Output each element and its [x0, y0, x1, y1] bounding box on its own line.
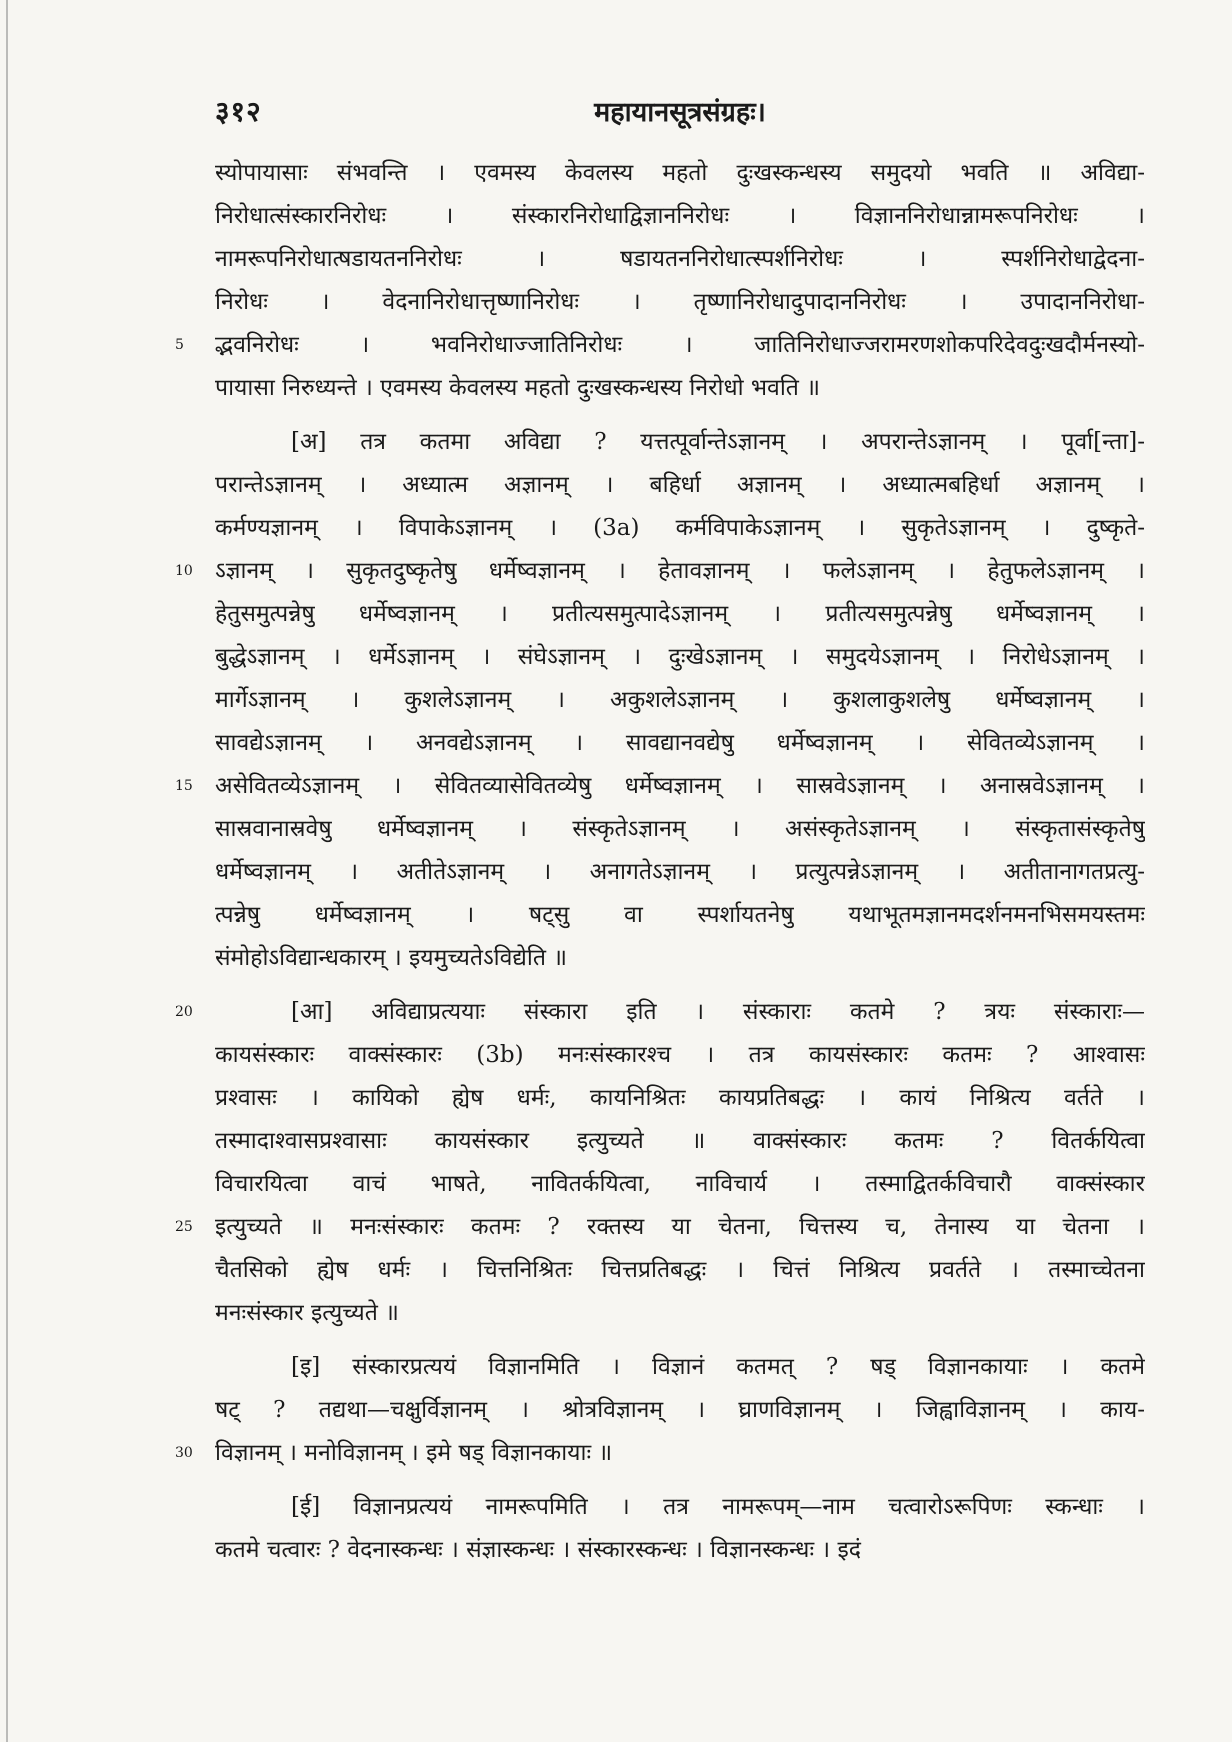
paragraph-gap — [215, 1475, 1145, 1486]
line-text: द्भवनिरोधः । भवनिरोधाज्जातिनिरोधः । जातिनिरोधाज्जरामरणशोकपरिदेवदुःखदौर्मनस्यो- — [215, 332, 1145, 358]
paragraph-gap — [215, 1335, 1145, 1346]
text-line — [215, 636, 1145, 679]
text-line — [215, 1120, 1145, 1163]
line-text: सावद्येऽज्ञानम् । अनवद्येऽज्ञानम् । सावद्यानवद्येषु धर्मेष्वज्ञानम् । सेवितव्येऽज्ञानम् । — [215, 730, 1145, 756]
line-text: परान्तेऽज्ञानम् । अध्यात्म अज्ञानम् । बहिर्धा अज्ञानम् । अध्यात्मबहिर्धा अज्ञानम् । — [215, 472, 1145, 498]
text-line — [175, 550, 1145, 593]
text-line — [175, 1206, 1145, 1249]
text-line — [175, 1432, 1145, 1475]
paragraph — [215, 1486, 1145, 1572]
line-text: संमोहोऽविद्यान्धकारम् । इयमुच्यतेऽविद्येति ॥ — [215, 945, 568, 971]
text-line — [215, 937, 1145, 980]
text-line — [215, 722, 1145, 765]
text-line — [215, 851, 1145, 894]
line-text: [ई] विज्ञानप्रत्ययं नामरूपमिति । तत्र नामरूपम्—नाम चत्वारोऽरूपिणः स्कन्धाः । — [291, 1494, 1145, 1520]
text-line — [215, 507, 1145, 550]
line-text: निरोधः । वेदनानिरोधात्तृष्णानिरोधः । तृष्णानिरोधादुपादाननिरोधः । उपादाननिरोधा- — [215, 289, 1145, 315]
text-line — [215, 281, 1145, 324]
line-text: नामरूपनिरोधात्षडायतननिरोधः । षडायतननिरोधात्स्पर्शनिरोधः । स्पर्शनिरोधाद्वेदना- — [215, 246, 1145, 272]
body-text — [175, 152, 1145, 1572]
line-text: निरोधात्संस्कारनिरोधः । संस्कारनिरोधाद्विज्ञाननिरोधः । विज्ञाननिरोधान्नामरूपनिरोधः । — [215, 203, 1145, 229]
line-text: सास्रवानास्रवेषु धर्मेष्वज्ञानम् । संस्कृतेऽज्ञानम् । असंस्कृतेऽज्ञानम् । संस्कृतासंस्कृतेषु — [215, 816, 1145, 842]
paragraph — [175, 991, 1145, 1335]
paragraph — [175, 1346, 1145, 1475]
text-line — [215, 238, 1145, 281]
page-number: ३१२ — [215, 95, 262, 128]
text-line — [215, 1389, 1145, 1432]
text-line — [175, 324, 1145, 367]
text-line — [215, 1077, 1145, 1120]
line-text: [आ] अविद्याप्रत्ययाः संस्कारा इति । संस्काराः कतमे ? त्रयः संस्काराः— — [291, 999, 1145, 1025]
line-number: 30 — [175, 1445, 193, 1461]
text-line — [215, 152, 1145, 195]
line-text: षट् ? तद्यथा—चक्षुर्विज्ञानम् । श्रोत्रविज्ञानम् । घ्राणविज्ञानम् । जिह्वाविज्ञानम् । काय- — [215, 1397, 1145, 1423]
line-text: पायासा निरुध्यन्ते । एवमस्य केवलस्य महतो दुःखस्कन्धस्य निरोधो भवति ॥ — [215, 375, 820, 401]
line-text: मनःसंस्कार इत्युच्यते ॥ — [215, 1300, 399, 1326]
running-header — [215, 92, 1145, 132]
book-title: महायानसूत्रसंग्रहः। — [594, 97, 766, 128]
line-text: मार्गेऽज्ञानम् । कुशलेऽज्ञानम् । अकुशलेऽज्ञानम् । कुशलाकुशलेषु धर्मेष्वज्ञानम् । — [215, 687, 1145, 713]
text-line — [215, 894, 1145, 937]
text-line — [215, 1486, 1145, 1529]
line-text: बुद्धेऽज्ञानम् । धर्मेऽज्ञानम् । संघेऽज्ञानम् । दुःखेऽज्ञानम् । समुदयेऽज्ञानम् । निरोधेऽज्ञानम् । — [215, 644, 1145, 670]
text-line — [215, 421, 1145, 464]
line-text: धर्मेष्वज्ञानम् । अतीतेऽज्ञानम् । अनागतेऽज्ञानम् । प्रत्युत्पन्नेऽज्ञानम् । अतीतानागतप्रत्यु- — [215, 859, 1145, 885]
line-text: स्योपायासाः संभवन्ति । एवमस्य केवलस्य महतो दुःखस्कन्धस्य समुदयो भवति ॥ अविद्या- — [215, 160, 1145, 186]
line-text: त्पन्नेषु धर्मेष्वज्ञानम् । षट्सु वा स्पर्शायतनेषु यथाभूतमज्ञानमदर्शनमनभिसमयस्तमः — [215, 902, 1145, 928]
text-line — [215, 464, 1145, 507]
text-line — [215, 1034, 1145, 1077]
text-line — [215, 808, 1145, 851]
line-number: 25 — [175, 1219, 193, 1235]
paragraph — [175, 152, 1145, 410]
line-text: [अ] तत्र कतमा अविद्या ? यत्तत्पूर्वान्तेऽज्ञानम् । अपरान्तेऽज्ञानम् । पूर्वा[न्ता]- — [291, 429, 1145, 455]
text-line — [215, 195, 1145, 238]
line-text: प्रश्वासः । कायिको ह्येष धर्मः, कायनिश्रितः कायप्रतिबद्धः । कायं निश्रित्य वर्तते । — [215, 1085, 1145, 1111]
page-edge-line — [6, 0, 8, 1742]
text-line — [215, 679, 1145, 722]
line-text: हेतुसमुत्पन्नेषु धर्मेष्वज्ञानम् । प्रतीत्यसमुत्पादेऽज्ञानम् । प्रतीत्यसमुत्पन्नेषु धर्मेष्वज्ञानम् । — [215, 601, 1145, 627]
paragraph — [175, 421, 1145, 980]
paragraph-gap — [215, 980, 1145, 991]
text-line — [175, 991, 1145, 1034]
line-text: कर्मण्यज्ञानम् । विपाकेऽज्ञानम् । (3a) कर्मविपाकेऽज्ञानम् । सुकृतेऽज्ञानम् । दुष्कृते- — [215, 515, 1145, 541]
text-line — [215, 1163, 1145, 1206]
line-number: 10 — [175, 563, 193, 579]
line-text: [इ] संस्कारप्रत्ययं विज्ञानमिति । विज्ञानं कतमत् ? षड् विज्ञानकायाः । कतमे — [291, 1354, 1145, 1380]
line-text: असेवितव्येऽज्ञानम् । सेवितव्यासेवितव्येषु धर्मेष्वज्ञानम् । सास्रवेऽज्ञानम् । अनास्रवेऽज्ञानम् । — [215, 773, 1145, 799]
text-line — [215, 1346, 1145, 1389]
line-text: कायसंस्कारः वाक्संस्कारः (3b) मनःसंस्कारश्च । तत्र कायसंस्कारः कतमः ? आश्वासः — [215, 1042, 1145, 1068]
line-number: 5 — [175, 337, 184, 353]
line-text: इत्युच्यते ॥ मनःसंस्कारः कतमः ? रक्तस्य या चेतना, चित्तस्य च, तेनास्य या चेतना । — [215, 1214, 1145, 1240]
text-line — [175, 765, 1145, 808]
line-text: ऽज्ञानम् । सुकृतदुष्कृतेषु धर्मेष्वज्ञानम् । हेतावज्ञानम् । फलेऽज्ञानम् । हेतुफलेऽज्ञानम् । — [215, 558, 1145, 584]
line-number: 20 — [175, 1004, 193, 1020]
text-line — [215, 1249, 1145, 1292]
line-text: तस्मादाश्वासप्रश्वासाः कायसंस्कार इत्युच्यते ॥ वाक्संस्कारः कतमः ? वितर्कयित्वा — [215, 1128, 1145, 1154]
line-number: 15 — [175, 778, 193, 794]
paragraph-gap — [215, 410, 1145, 421]
text-line — [215, 593, 1145, 636]
line-text: विज्ञानम् । मनोविज्ञानम् । इमे षड् विज्ञानकायाः ॥ — [215, 1440, 613, 1466]
line-text: विचारयित्वा वाचं भाषते, नावितर्कयित्वा, नाविचार्य । तस्माद्वितर्कविचारौ वाक्संस्कार — [215, 1171, 1145, 1197]
line-text: चैतसिको ह्येष धर्मः । चित्तनिश्रितः चित्तप्रतिबद्धः । चित्तं निश्रित्य प्रवर्तते । तस्माच्चेतना — [215, 1257, 1145, 1283]
text-line — [215, 367, 1145, 410]
text-line — [215, 1529, 1145, 1572]
line-text: कतमे चत्वारः ? वेदनास्कन्धः । संज्ञास्कन्धः । संस्कारस्कन्धः । विज्ञानस्कन्धः । इदं — [215, 1537, 861, 1563]
text-line — [215, 1292, 1145, 1335]
